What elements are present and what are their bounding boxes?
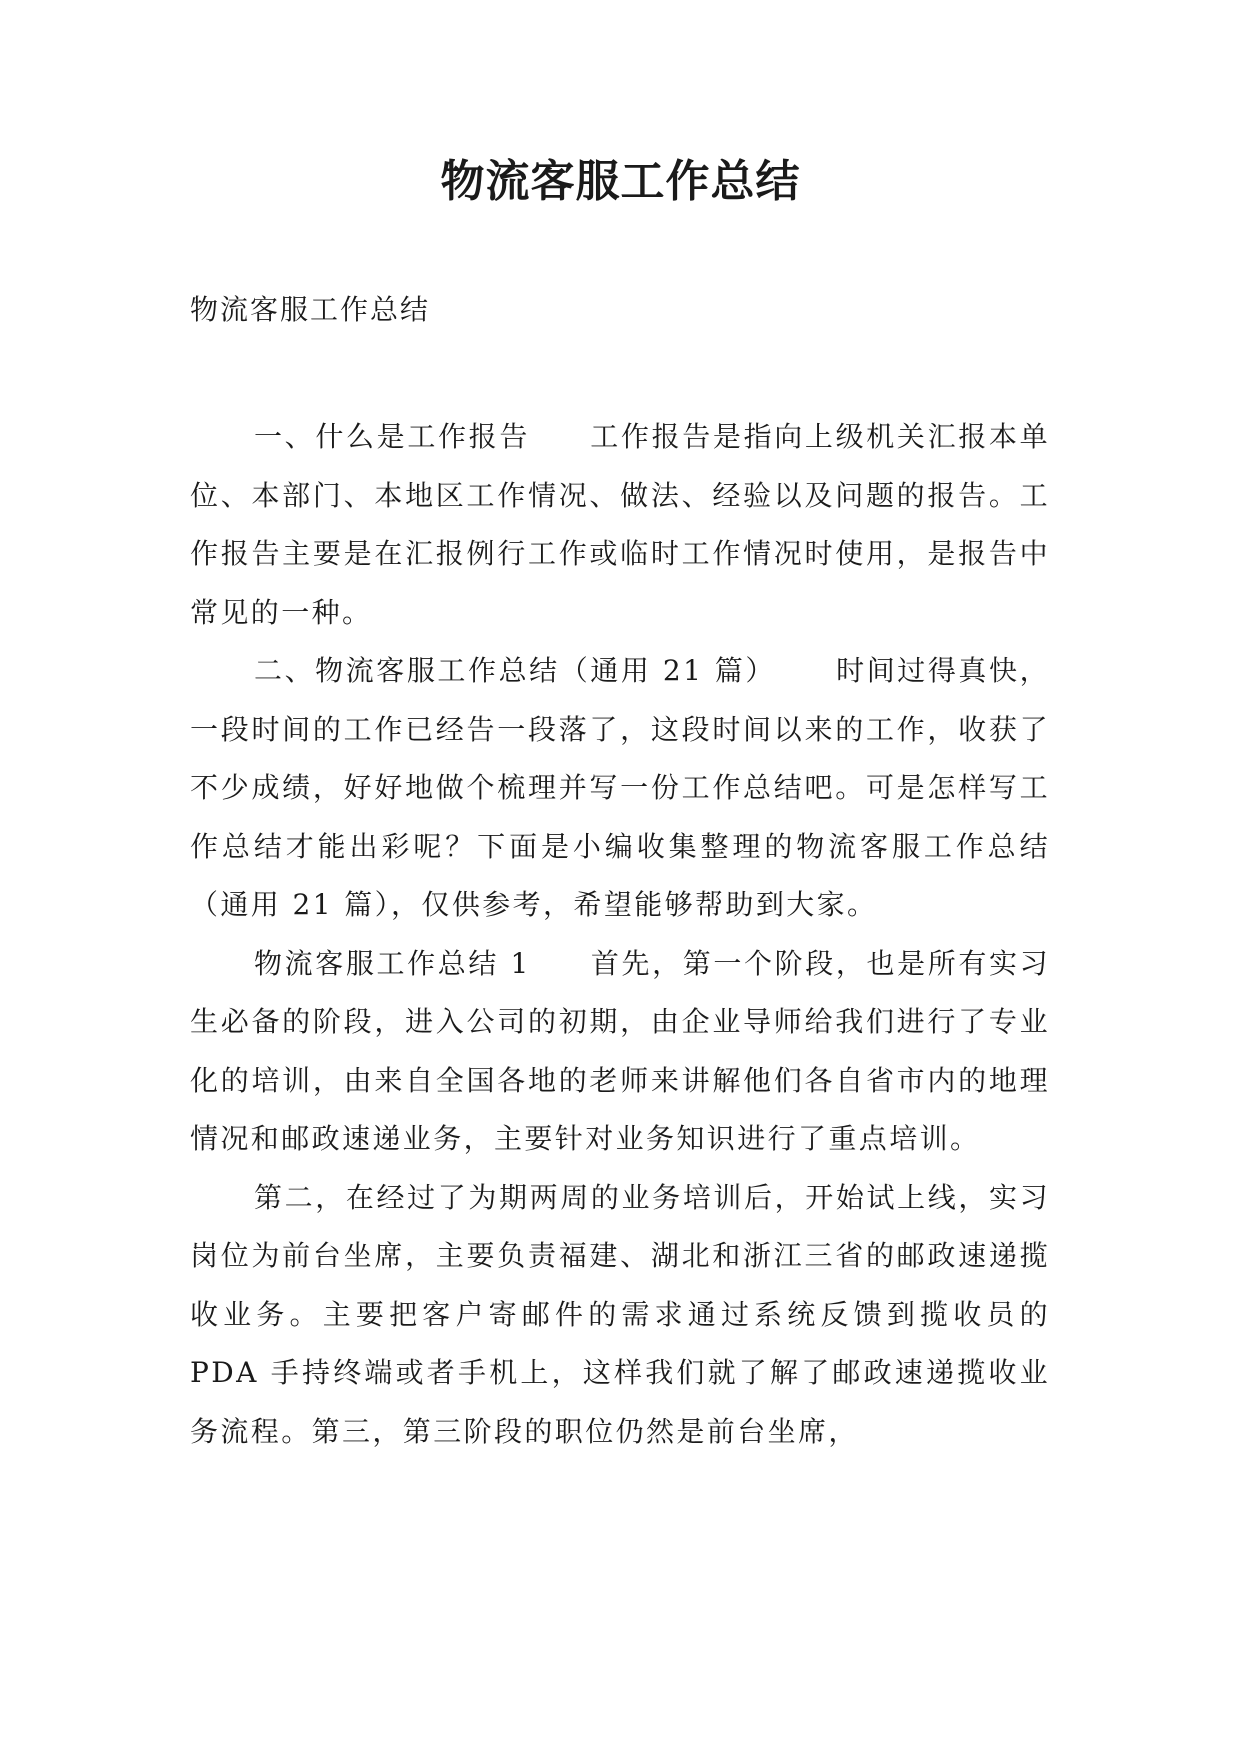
paragraph-heading: 一、什么是工作报告: [254, 420, 530, 453]
paragraph-second-stage: [190, 1169, 1050, 1462]
paragraph-what-is-report: [190, 408, 1050, 642]
paragraph-heading: 物流客服工作总结 1: [254, 946, 531, 980]
document-subtitle: 物流客服工作总结: [190, 293, 431, 326]
paragraph-text: 时间过得真快，一段时间的工作已经告一段落了，这段时间以来的工作，收获了不少成绩，好好地做个梳理并写一份工作总结吧。可是怎样写工作总结才能出彩呢？下面是小编收集整理的物流客服工作总结（通用 21 篇），仅供参考，希望能够帮助到大家。: [190, 654, 1050, 921]
paragraph-text: 工作报告是指向上级机关汇报本单位、本部门、本地区工作情况、做法、经验以及问题的报告。工作报告主要是在汇报例行工作或临时工作情况时使用，是报告中常见的一种。: [190, 420, 1050, 629]
paragraph-summary-1: [190, 935, 1050, 1169]
document-title: 物流客服工作总结: [440, 156, 801, 207]
document-body: [190, 408, 1050, 1461]
paragraph-text: 第二，在经过了为期两周的业务培训后，开始试上线，实习岗位为前台坐席，主要负责福建、湖北和浙江三省的邮政速递揽收业务。主要把客户寄邮件的需求通过系统反馈到揽收员的 PDA 手持终端或者手机上，这样我们就了解了邮政速递揽收业务流程。第三，第三阶段的职位仍然是前台坐席，: [190, 1180, 1050, 1448]
paragraph-summary-intro: [190, 642, 1050, 935]
paragraph-heading: 二、物流客服工作总结（通用 21 篇）: [254, 654, 776, 687]
paragraph-text: 首先，第一个阶段，也是所有实习生必备的阶段，进入公司的初期，由企业导师给我们进行了专业化的培训，由来自全国各地的老师来讲解他们各自省市内的地理情况和邮政速递业务，主要针对业务知识进行了重点培训。: [190, 946, 1050, 1155]
